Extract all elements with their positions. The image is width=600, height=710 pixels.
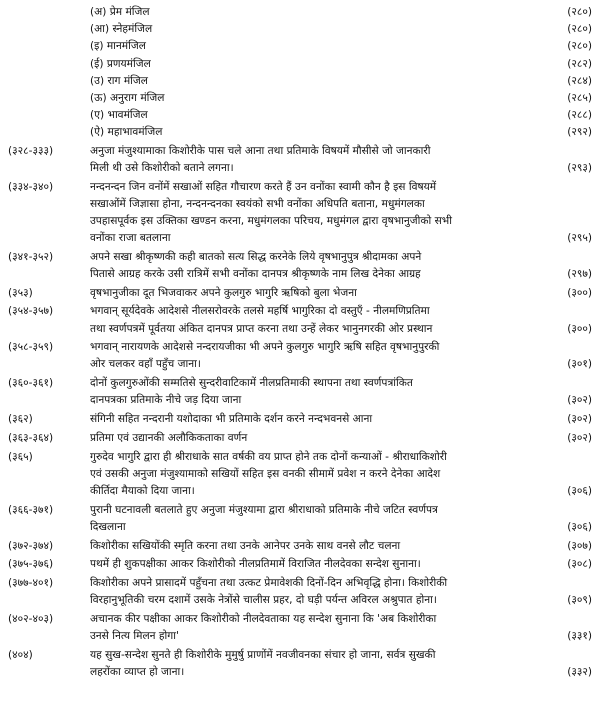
index-entry xyxy=(0,556,600,573)
entry-description xyxy=(90,143,528,177)
section-number: (३७२-३७४) xyxy=(8,539,54,552)
section-number: (३३४-३४०) xyxy=(8,180,54,193)
entry-line: वृषभानुजीका दूत भिजवाकर अपने कुलगुरु भागुरि ऋषिको बुला भेजना xyxy=(90,286,357,299)
entry-line: दोनों कुलगुरुओंकी सम्मतिसे सुन्दरीवाटिकामें नीलप्रतिमाकी स्थापना तथा स्वर्णपत्रांकित xyxy=(90,377,413,390)
index-entry xyxy=(0,411,600,428)
page-number: (३३१) xyxy=(567,629,592,642)
index-entry xyxy=(0,611,600,645)
entry-description xyxy=(90,411,528,428)
entry-description xyxy=(90,575,528,609)
section-number: (३७७-४०१) xyxy=(8,576,54,589)
sub-item-label: (आ) स्नेहमंजिल xyxy=(90,23,153,36)
page-number: (२८०) xyxy=(567,6,592,18)
page-number: (३०९) xyxy=(567,594,592,607)
entry-line: अपने सखा श्रीकृष्णकी कही बातको सत्य सिद्ध करनेके लिये वृषभानुपुत्र श्रीदामका अपने xyxy=(90,250,422,263)
page-number: (३३२) xyxy=(567,665,592,678)
section-number: (३६३-३६४) xyxy=(8,431,54,444)
entry-description xyxy=(90,339,528,373)
page-number: (३०१) xyxy=(567,358,592,371)
entry-line: पथमें ही शुकपक्षीका आकर किशोरीको नीलप्रतिमामें विराजित नीलदेवका सन्देश सुनाना। xyxy=(90,558,421,571)
index-entry xyxy=(0,375,600,409)
entry-description xyxy=(90,647,528,681)
index-entry xyxy=(0,575,600,609)
index-entry xyxy=(0,143,600,177)
sub-item-label: (उ) राग मंजिल xyxy=(90,74,148,87)
page-number: (३०२) xyxy=(567,394,592,407)
entry-line: कीर्तिदा मैयाको दिया जाना। xyxy=(90,484,195,497)
section-number: (३६०-३६१) xyxy=(8,377,54,390)
entry-line: अचानक कीर पक्षीका आकर किशोरीको नीलदेवताका यह सन्देश सुनाना कि 'अब किशोरीका xyxy=(90,612,437,625)
page-number: (२९७) xyxy=(567,267,592,280)
page-number: (२९५) xyxy=(567,232,592,245)
page-number: (२८०) xyxy=(567,23,592,36)
entry-line: वनोंका राजा बतलाना xyxy=(90,232,171,245)
index-entry xyxy=(0,538,600,555)
page-number: (२८८) xyxy=(567,109,592,122)
entry-line: तथा स्वर्णपत्रमें पूर्वतया अंकित दानपत्र प्राप्त करना तथा उन्हें लेकर भानुनगरकी ओर प्रस्थान xyxy=(90,322,433,335)
sub-item-label: (इ) मानमंजिल xyxy=(90,40,146,53)
index-entry xyxy=(0,179,600,248)
entry-line: यह सुख-सन्देश सुनते ही किशोरीके मुमुर्षु प्राणोंमें नवजीवनका संचार हो जाना, सर्वत्र सुखकी xyxy=(90,648,436,661)
section-number: (३२८-३३३) xyxy=(8,144,54,157)
entry-description xyxy=(90,611,528,645)
entry-description xyxy=(90,303,528,337)
page-number: (३०२) xyxy=(567,413,592,426)
index-entry xyxy=(0,249,600,283)
sub-item-label: (ऐ) महाभावमंजिल xyxy=(90,126,163,139)
page-number: (३०७) xyxy=(567,539,592,552)
entry-description xyxy=(90,285,528,302)
sub-item-row xyxy=(0,107,600,124)
entry-description xyxy=(90,375,528,409)
sub-item-label: (अ) प्रेम मंजिल xyxy=(90,6,150,18)
section-number: (३६६-३७१) xyxy=(8,503,54,516)
index-entry xyxy=(0,430,600,447)
entry-line: उनसे नित्य मिलन होगा' xyxy=(90,629,179,642)
index-entry xyxy=(0,285,600,302)
section-number: (३६२) xyxy=(8,413,33,426)
page-number: (३००) xyxy=(567,322,592,335)
sub-item-label: (ई) प्रणयमंजिल xyxy=(90,57,151,70)
index-entry xyxy=(0,303,600,337)
entry-line: अनुजा मंजुश्यामाका किशोरीके पास चले आना तथा प्रतिमाके विषयमें मौसीसे जो जानकारी xyxy=(90,144,431,157)
section-number: (३५३) xyxy=(8,286,33,299)
entry-line: ओर चलकर वहाँ पहुँच जाना। xyxy=(90,358,201,371)
section-number: (४०२-४०३) xyxy=(8,612,54,625)
index-entry xyxy=(0,647,600,681)
entry-line: विरहानुभूतिकी चरम दशामें उसके नेत्रोंसे चालीस प्रहर, दो घड़ी पर्यन्त अविरल अश्रुपात होना। xyxy=(90,594,437,607)
entry-line: किशोरीका सखियोंकी स्मृति करना तथा उनके आनेपर उनके साथ वनसे लौट चलना xyxy=(90,539,401,552)
entry-description xyxy=(90,249,528,283)
entry-line: भगवान् सूर्यदेवके आदेशसे नीलसरोवरके तलसे महर्षि भागुरिका दो वस्तुएँ - नीलमणिप्रतिमा xyxy=(90,305,430,318)
sub-item-row xyxy=(0,21,600,38)
entry-line: एवं उसकी अनुजा मंजुश्यामाको सखियों सहित इस वनकी सीमामें प्रवेश न करने देनेका आदेश xyxy=(90,467,441,480)
entry-line: नन्दनन्दन जिन वनोंमें सखाओं सहित गौचारण करते हैं उन वनोंका स्वामी कौन है इस विषयमें xyxy=(90,180,437,193)
page-number: (३०२) xyxy=(567,431,592,444)
sub-item-label: (ए) भावमंजिल xyxy=(90,109,148,122)
entry-line: सखाओंमें जिज्ञासा होना, नन्दनन्दनका स्वयंको सभी वनोंका अधिपति बताना, मधुमंगलका xyxy=(90,197,425,210)
sub-item-row xyxy=(0,4,600,21)
section-number: (३७५-३७६) xyxy=(8,558,54,571)
entry-line: प्रतिमा एवं उद्यानकी अलौकिकताका वर्णन xyxy=(90,431,248,444)
section-number: (४०४) xyxy=(8,648,33,661)
entry-line: भगवान् नारायणके आदेशसे नन्दरायजीका भी अपने कुलगुरु भागुरि ऋषि सहित वृषभानुपुरकी xyxy=(90,341,440,354)
page-number: (२८०) xyxy=(567,40,592,53)
entry-description xyxy=(90,430,528,447)
section-number: (३६५) xyxy=(8,450,33,463)
entry-description xyxy=(90,502,528,536)
page-number: (३०८) xyxy=(567,558,592,571)
page-number: (२९२) xyxy=(567,126,592,139)
entry-line: दिखलाना xyxy=(90,520,126,533)
sub-item-row xyxy=(0,124,600,141)
sub-item-row xyxy=(0,56,600,73)
entry-line: दानपत्रका प्रतिमाके नीचे जड़ दिया जाना xyxy=(90,394,242,407)
sub-item-row xyxy=(0,73,600,90)
entry-description xyxy=(90,449,528,501)
page-number: (३०६) xyxy=(567,484,592,497)
entry-description xyxy=(90,556,528,573)
entry-line: पितासे आग्रह करके उसी रात्रिमें सभी वनोंका दानपत्र श्रीकृष्णके नाम लिख देनेका आग्रह xyxy=(90,267,421,280)
page-number: (२८५) xyxy=(567,92,592,104)
index-entry xyxy=(0,502,600,536)
page-number: (३००) xyxy=(567,286,592,299)
sub-item-label: (ऊ) अनुराग मंजिल xyxy=(90,92,165,104)
section-number: (३४१-३५२) xyxy=(8,250,54,263)
entry-line: किशोरीका अपने प्रासादमें पहुँचना तथा उत्कट प्रेमावेशकी दिनों-दिन अभिवृद्धि होना। किशोरीकी xyxy=(90,576,448,589)
page-number: (३०६) xyxy=(567,520,592,533)
entry-line: पुरानी घटनावली बतलाते हुए अनुजा मंजुश्यामा द्वारा श्रीराधाको प्रतिमाके नीचे जटित स्वर्णपत्र xyxy=(90,503,438,516)
page-number: (२८२) xyxy=(567,57,592,70)
entry-line: संगिनी सहित नन्दरानी यशोदाका भी प्रतिमाके दर्शन करने नन्दभवनसे आना xyxy=(90,413,373,426)
index-entry xyxy=(0,339,600,373)
page-number: (२८४) xyxy=(567,74,592,87)
entry-line: लहरोंका व्याप्त हो जाना। xyxy=(90,665,185,678)
index-entry xyxy=(0,449,600,501)
section-number: (३५८-३५९) xyxy=(8,341,54,354)
sub-item-row xyxy=(0,90,600,107)
entry-description xyxy=(90,179,528,248)
entry-line: उपहासपूर्वक इस उक्तिका खण्डन करना, मधुमंगलका परिचय, मधुमंगल द्वारा वृषभानुजीको सभी xyxy=(90,214,452,227)
section-number: (३५४-३५७) xyxy=(8,305,54,318)
sub-item-row xyxy=(0,38,600,55)
entry-line: मिली थी उसे किशोरीको बताने लगना। xyxy=(90,161,234,174)
page-number: (२९३) xyxy=(567,161,592,174)
entry-description xyxy=(90,538,528,555)
entry-line: गुरुदेव भागुरि द्वारा ही श्रीराधाके सात वर्षकी वय प्राप्त होने तक दोनों कन्याओं - श्रीराधाकिशोरी xyxy=(90,450,447,463)
